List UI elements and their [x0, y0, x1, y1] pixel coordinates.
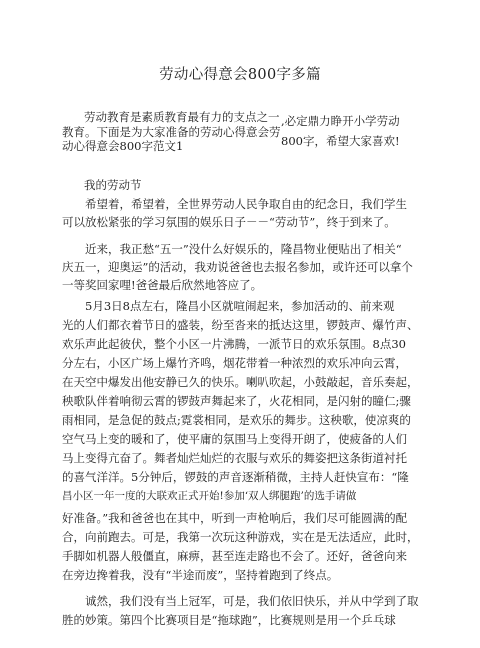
body-line: 欢乐声此起彼伏，整个小区一片沸腾，一派节日的欢乐氛围。8点30: [62, 337, 406, 351]
body-line: 5月3日8点左右，隆昌小区就喧闹起来，参加活动的、前来观: [62, 299, 395, 313]
intro-right-column: [281, 112, 431, 150]
body-line: 在旁边搀着我，没有“半途而废”，坚持着跑到了终点。: [62, 568, 339, 582]
body-line: 秧歌队伴着响彻云霄的锣鼓声舞起来了，火花相同，是闪射的瞳仁;骤: [62, 394, 411, 408]
intro-left-line: 教育。下面是为大家准备的劳动心得意会劳: [62, 124, 281, 139]
body-line: 光的人们都衣着节日的盛装，纷至沓来的抵达这里，锣鼓声、爆竹声、: [62, 318, 419, 332]
body-line: 手脚如机器人般僵直，麻痹，甚至连走路也不会了。还好，爸爸向来: [62, 549, 407, 563]
body-line: 昌小区一年一度的大联欢正式开始!参加‘双人绑腿跑’的选手请做: [62, 490, 357, 502]
intro-left-line: 动心得意会800字范文1: [62, 139, 184, 153]
body-line: 空气马上变的暖和了，使平庸的氛围马上变得开朗了，使疲备的人们: [62, 432, 407, 446]
body-line: 近来，我正愁“五一”没什么好娱乐的，隆昌物业便贴出了相关“: [62, 242, 402, 256]
body-line: 一等奖回家哩!爸爸最后欣然地答应了。: [62, 278, 263, 292]
body-line: 分左右，小区广场上爆竹齐鸣，烟花带着一种浓烈的欢乐冲向云霄，: [62, 356, 407, 370]
body-line: 可以放松紧张的学习氛围的娱乐日子－－“劳动节”，终于到来了。: [62, 215, 396, 229]
body-line: 胜的妙策。第四个比赛项目是“拖球跑”，比赛规则是用一个乒乓球: [62, 613, 396, 627]
intro-right-line: ,必定鼎力睁开小学劳动: [281, 114, 400, 128]
body-line: 好准备。”我和爸爸也在其中，听到一声枪响后，我们尽可能圆满的配: [62, 511, 408, 525]
intro-left-line: 劳动教育是素质教育最有力的支点之一: [84, 110, 280, 124]
document-title: 劳动心得意会800字多篇: [159, 67, 321, 83]
body-line: 雨相同，是急促的鼓点;霓裳相同，是欢乐的舞步。这秧歌，使凉爽的: [62, 413, 411, 427]
intro-left-column: [62, 110, 280, 154]
body-line: 合，向前跑去。可是，我第一次玩这种游戏，实在是无法适应，此时，: [62, 530, 419, 544]
body-line: 在天空中爆发出他安静已久的快乐。喇叭吹起，小鼓敲起，音乐奏起，: [62, 375, 419, 389]
intro-right-line: 800字，希望大家喜欢!: [281, 134, 400, 148]
article-heading: 我的劳动节: [84, 178, 142, 192]
body-line: 庆五一，迎奥运”的活动，我劝说爸爸也去报名参加，或许还可以拿个: [62, 260, 413, 274]
body-line: 的喜气洋洋。5分钟后，锣鼓的声音逐渐稍微，主持人赶快宣布：“隆: [62, 470, 409, 484]
body-line: 诚然，我们没有当上冠军，可是，我们依旧快乐，并从中学到了取: [62, 594, 419, 608]
body-line: 希望着，希望着，全世界劳动人民争取自由的纪念日，我们学生: [62, 197, 407, 211]
body-line: 马上变得亢奋了。舞者灿烂灿烂的衣服与欢乐的舞姿把这条街道衬托: [62, 451, 407, 465]
